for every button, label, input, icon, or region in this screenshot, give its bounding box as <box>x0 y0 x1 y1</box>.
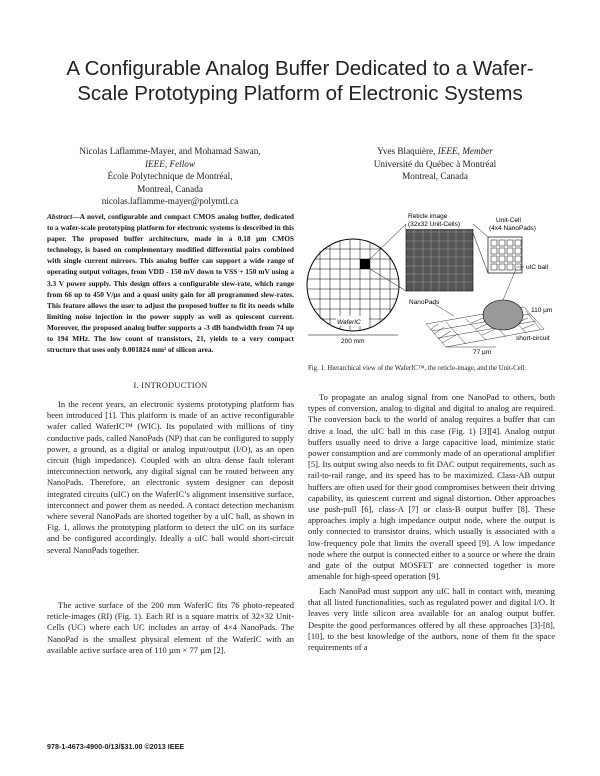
unit-cell-label: Unit-Cell <box>496 217 521 224</box>
abstract <box>47 211 294 355</box>
abstract-text: A novel, configurable and compact CMOS analog buffer, dedicated to a wafer-scale prototyping platform for electronic systems is described in this paper. The proposed buffer architecture, made in a 0.18 µm CMOS technology, is based on complementary modified differential pairs combined with single current mirrors. This analog buffer can support a wide range of operating output voltages, from VDD - 150 mV down to VSS + 150 mV using a 3.3 V power supply. This design offers a configurable slew-rate, which range from 66 up to 450 V/µs and a quasi unity gain for all programmed slew-rates. This feature allows the user to adjust the proposed buffer to fit its needs while limiting noise injection in the power supply as well as quiescent current. Moreover, the proposed analog buffer supports a -3 dB bandwidth from 74 up to 194 MHz. The low count of transistors, 21, yields to a very compact structure that uses only 0.001824 mm² of silicon area. <box>47 212 294 355</box>
author-block-left <box>40 145 300 208</box>
waferic-label: WaferIC <box>337 319 361 326</box>
unit-cell-sublabel: (4x4 NanoPads) <box>489 225 536 232</box>
short-circuit-label: short-circuit <box>516 335 550 342</box>
title-line-1: A Configurable Analog Buffer Dedicated to a Wafer- <box>66 57 534 80</box>
zoom-line-4 <box>473 233 488 273</box>
abstract-label: Abstract <box>47 212 73 221</box>
nanopads-label: NanoPads <box>409 299 440 306</box>
author-location: Montreal, Canada <box>137 183 203 194</box>
abstract-dash: — <box>72 212 80 221</box>
zoom-line-3 <box>473 224 488 237</box>
intro-paragraph-1: In the recent years, an electronic systems prototyping platform has been introduced [1]. This platform is made of an active reconfigurable wafer called WaferIC™ (WIC). Its populated with millions of tiny conductive pads, called NanoPads (NP) that can be configured to supply power, a ground, as a digital or analog input/output (I/O), as an open circuit (high impedance). Coupled with an ultra dense fault tolerant interconnection network, any digital signal can be routed between any NanoPads. Therefore, an electronic system designer can deposit integrated circuits (uIC) on the WaferIC’s alignment insensitive surface, interconnect and power them as needed. A contact detection mechanism where several NanoPads are shorted together by a uIC ball, as shown in Fig. 1, allows the prototyping platform to detect the uIC on its surface and be configured accordingly. Ideally a uIC ball would short-circuit several NanoPads together. <box>47 399 294 555</box>
reticle-label: Reticle image <box>408 213 448 220</box>
author-location: Montreal, Canada <box>402 171 468 181</box>
paper-title <box>20 56 580 106</box>
right-paragraph-1: To propagate an analog signal from one NanoPad to others, both types of conversion, analog to digital and digital to analog are required. The conversion back to the world of analog requires a buffer that can drive a load, the uIC ball in this case (Fig. 1) [3][4]. Analog output buffers usually need to drive a large capacitive load, minimize static power consumption and are commonly made of an operational amplifier [5]. Its output swing also needs to fit DAC output requirements, such as rail-to-rail range, and its speed has to be maximized. Class-AB output buffers are often used for their good compromises between their driving capability, its quiescent current and signal distortion. Other approaches use push-pull [6], class-A [7] or class-B output buffer [8]. These approaches imply a high impedance output node, where the output is only connected to transistor drains, which usually is associated with a low-frequency pole that limits the overall speed [9]. A low impedance node where the output is connected either to a source or where the drain and gate of the output MOSFET are connected together is more amenable for high-speed operation [9]. <box>308 392 555 582</box>
author-email: nicolas.laflamme-mayer@polymtl.ca <box>101 196 239 206</box>
author-name: Yves Blaquière, <box>377 146 438 156</box>
uic-ball <box>483 300 523 330</box>
copyright-footer: 978-1-4673-4900-0/13/$31.00 ©2013 IEEE <box>47 742 185 751</box>
author-names: Nicolas Laflamme-Mayer, and Mohamad Sawan, <box>79 146 261 156</box>
uic-ball-label: uIC ball <box>526 264 549 271</box>
reticle-image-box <box>406 224 473 291</box>
author-affiliation: École Polytechnique de Montréal, <box>107 171 233 181</box>
figure-caption: Fig. 1. Hierarchical view of the WaferIC™, the reticle-image, and the Unit-Cell. <box>308 365 527 372</box>
nanopads-pointer <box>431 302 454 316</box>
author-grade: IEEE, Member <box>437 146 493 156</box>
reticle-sublabel: (32x32 Unit-Cells) <box>408 221 461 228</box>
section-heading: I. INTRODUCTION <box>133 381 208 390</box>
selected-reticle <box>360 259 370 269</box>
right-paragraph-2: Each NanoPad must support any uIC ball in contact with, meaning that all listed functionalities, such as regulated power and digital I/O. It leaves very little silicon area available for an analog output buffer. Despite the good performances offered by all these approaches [3]-[8], [10], to the best knowledge of the authors, none of them fit the space requirements of a <box>308 586 555 653</box>
dim-110-label: 110 µm <box>531 307 553 314</box>
author-name-line <box>320 145 550 158</box>
figure-1-diagram <box>306 209 556 355</box>
dim-77-label: 77 µm <box>473 349 492 355</box>
dim-200-label: 200 mm <box>341 338 365 345</box>
author-grade: IEEE, Fellow <box>144 158 195 169</box>
zoom-line-1 <box>370 224 406 259</box>
figure-1 <box>306 209 556 355</box>
author-block-right <box>320 145 550 183</box>
author-affiliation: Université du Québec à Montréal <box>373 158 497 169</box>
title-line-2: Scale Prototyping Platform of Electronic Systems <box>77 82 523 105</box>
uic-ball-link <box>503 269 516 300</box>
intro-paragraph-2: The active surface of the 200 mm WaferIC fits 76 photo-repeated reticle-images (RI) (Fig. 1). Each RI is a square matrix of 32×32 Unit-Cells (UC) where each UC includes an array of 4×4 NanoPads. The NanoPad is the smallest physical element of the WaferIC with an available active surface area of 110 µm × 77 µm [2]. <box>47 600 294 655</box>
